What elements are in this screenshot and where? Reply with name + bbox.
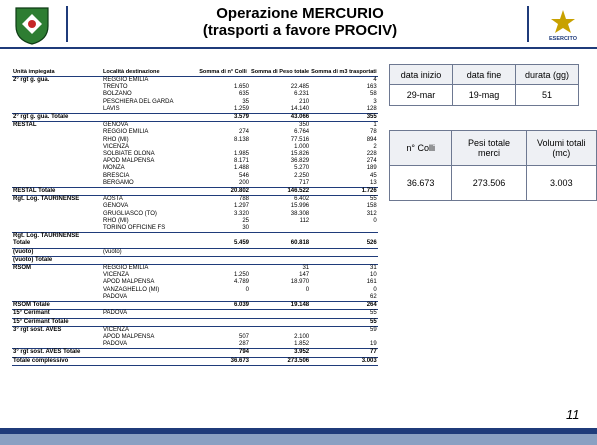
cell-unit: 3° rgt sost. AVES [13, 326, 62, 333]
cell-volume: 526 [310, 240, 378, 248]
cell-unit [12, 106, 102, 114]
cell-weight: 36.829 [290, 158, 310, 165]
cell-packages [196, 256, 250, 264]
cell-unit: (vuoto) Totale [12, 256, 102, 264]
cell-destination: LAVIS [103, 105, 120, 112]
table-row [12, 341, 378, 349]
cell-unit: Totale [12, 240, 102, 248]
col-header-weight: Somma di Peso totale [250, 56, 310, 77]
table-row [12, 165, 378, 172]
cell-packages: 8.171 [233, 158, 249, 165]
table-row [12, 99, 378, 106]
cell-volume [310, 233, 378, 241]
cell-packages [196, 318, 250, 326]
cell-destination [102, 256, 196, 264]
cell-volume: 55 [370, 196, 377, 203]
table-row [12, 279, 378, 286]
cell-packages: 5.459 [196, 240, 250, 248]
cell-packages: 3.579 [196, 114, 250, 122]
page-title [140, 5, 460, 39]
cell-packages: 4.789 [233, 279, 249, 286]
cell-weight: 0 [305, 286, 310, 293]
table-row [12, 158, 378, 165]
cell-volume: 13 [370, 179, 377, 186]
cell-weight: 18.970 [290, 279, 310, 286]
cell-packages [196, 77, 250, 85]
cell-unit [12, 158, 102, 165]
cell-unit [12, 173, 102, 180]
cell-volume: 312 [366, 210, 377, 217]
dates-value-end: 19-mag [453, 85, 516, 106]
cell-weight: 6.402 [294, 196, 310, 203]
cell-unit [12, 334, 102, 341]
cell-destination [102, 188, 196, 196]
cell-weight: 273.506 [250, 357, 310, 365]
cell-weight: 77.516 [290, 136, 310, 143]
cell-destination [102, 302, 196, 310]
cell-unit: RESTAL Totale [12, 188, 102, 196]
cell-packages [196, 248, 250, 256]
cell-unit [12, 225, 102, 233]
cell-volume: 1.726 [310, 188, 378, 196]
cell-destination: PADOVA [103, 293, 128, 300]
cell-volume: 78 [370, 129, 377, 136]
cell-destination: VICENZA [103, 272, 130, 279]
cell-volume: 163 [366, 84, 377, 91]
cell-destination: APOD MALPENSA [103, 158, 155, 165]
cell-volume: 2 [373, 143, 377, 150]
cell-destination: APOD MALPENSA [103, 333, 155, 340]
cell-weight: 1.000 [294, 143, 310, 150]
cell-destination: PADOVA [103, 341, 128, 348]
cell-packages: 25 [242, 217, 249, 224]
cell-packages: 1.259 [233, 105, 249, 112]
cell-volume: 1 [373, 122, 377, 129]
cell-unit [12, 137, 102, 144]
cell-weight: 31 [302, 265, 310, 272]
cell-packages [196, 294, 250, 302]
cell-packages: 8.138 [233, 136, 249, 143]
cell-weight: 14.140 [290, 105, 310, 112]
table-row [12, 287, 378, 294]
cell-destination: TRENTO [103, 84, 128, 91]
table-row [12, 203, 378, 210]
cell-packages: 1.488 [233, 165, 249, 172]
cell-unit: Totale complessivo [12, 357, 102, 365]
cell-volume: 228 [366, 151, 377, 158]
table-row [12, 151, 378, 158]
table-row [12, 91, 378, 98]
footer-bar [0, 428, 597, 445]
cell-destination: MONZA [103, 165, 125, 172]
unit-crest-icon [12, 4, 52, 46]
cell-unit: Rgt. Log. TAURINENSE [13, 196, 80, 203]
cell-destination: GENOVA [103, 203, 129, 210]
cell-weight: 5.270 [294, 165, 310, 172]
table-row [12, 129, 378, 136]
cell-weight: 15.996 [290, 203, 310, 210]
cell-volume: 0 [373, 217, 377, 224]
subtotal-row [12, 188, 378, 196]
cell-volume: 3 [373, 98, 377, 105]
totals-value-row [390, 166, 597, 201]
cell-destination: REGGIO EMILIA [103, 77, 149, 83]
cell-volume: 0 [373, 286, 377, 293]
cell-unit [12, 287, 102, 294]
cell-unit [12, 218, 102, 225]
header [0, 0, 597, 50]
cell-volume: 45 [370, 172, 377, 179]
cell-weight: 6.764 [294, 129, 310, 136]
cell-packages: 546 [238, 172, 249, 179]
dates-header-start: data inizio [390, 65, 453, 85]
subtotal-row [12, 240, 378, 248]
cell-destination: GENOVA [103, 122, 129, 129]
table-row [12, 265, 378, 273]
table-row [12, 144, 378, 151]
col-header-packages: Somma di n° Colli [196, 56, 250, 77]
cell-volume: 158 [366, 203, 377, 210]
cell-unit [12, 180, 102, 188]
cell-weight [250, 248, 310, 256]
cell-destination: RHO (MI) [103, 217, 129, 224]
cell-destination: APOD MALPENSA [103, 279, 155, 286]
totals-value-weight: 273.506 [452, 166, 526, 201]
cell-volume [310, 248, 378, 256]
cell-destination: REGGIO EMILIA [103, 129, 149, 136]
cell-destination: SOLBIATE OLONA [103, 151, 155, 158]
cell-destination: PADOVA [103, 310, 128, 317]
col-header-destination: Località destinazione [102, 56, 196, 77]
title-line-1: Operazione MERCURIO [216, 5, 384, 22]
cell-weight: 146.522 [250, 188, 310, 196]
cell-destination: (vuoto) [103, 248, 122, 255]
cell-destination [102, 233, 196, 241]
cell-packages: 794 [196, 349, 250, 357]
cell-packages: 287 [238, 341, 249, 348]
dates-table [389, 64, 579, 106]
table-row [12, 180, 378, 188]
cell-unit [12, 91, 102, 98]
col-header-volume: Somma di m3 trasportati [310, 56, 378, 77]
cell-weight: 1.852 [294, 341, 310, 348]
cell-weight [250, 318, 310, 326]
header-rule-left [66, 6, 68, 42]
cell-volume: 264 [310, 302, 378, 310]
army-logo-text: ESERCITO [548, 36, 578, 42]
cell-unit: 2° rgt g. gua. [13, 77, 50, 83]
dates-header-duration: durata (gg) [516, 65, 579, 85]
table-row [12, 137, 378, 144]
cell-volume [310, 225, 378, 233]
cell-volume: 55 [310, 318, 378, 326]
table-row [12, 211, 378, 218]
cell-weight: 3.952 [250, 349, 310, 357]
cell-volume [310, 256, 378, 264]
page-number: 11 [566, 407, 580, 422]
cell-unit: RESTAL [13, 122, 37, 129]
cell-unit [12, 84, 102, 91]
cell-destination [102, 240, 196, 248]
cell-packages: 1.250 [233, 272, 249, 279]
table-row [12, 225, 378, 233]
subtotal-row [12, 114, 378, 122]
cell-packages: 635 [238, 91, 249, 98]
cell-volume: 4 [373, 77, 377, 83]
star-icon [543, 6, 583, 42]
cell-packages: 6.039 [196, 302, 250, 310]
cell-volume: 58 [370, 91, 377, 98]
cell-packages [196, 310, 250, 318]
col-header-unit: Unità impiegata [12, 56, 102, 77]
cell-weight: 19.148 [250, 302, 310, 310]
cell-unit: 3° rgt sost. AVES Totale [12, 349, 102, 357]
cell-volume [310, 334, 378, 341]
cell-unit: RSOM [13, 265, 31, 272]
dates-header-end: data fine [453, 65, 516, 85]
cell-weight [250, 256, 310, 264]
cell-volume: 189 [366, 165, 377, 172]
cell-unit [12, 272, 102, 279]
cell-weight: 350 [299, 122, 310, 129]
table-row [12, 173, 378, 180]
cell-destination: GRUGLIASCO (TO) [103, 210, 157, 217]
totals-table [389, 130, 597, 201]
cell-packages: 35 [242, 98, 249, 105]
cell-packages [196, 265, 250, 273]
subtotal-row [12, 349, 378, 357]
table-row [12, 196, 378, 204]
table-row [12, 84, 378, 91]
cell-packages: 36.673 [196, 357, 250, 365]
cell-weight [250, 77, 310, 85]
cell-packages: 200 [238, 179, 249, 186]
cell-weight: 22.485 [290, 84, 310, 91]
cell-unit [12, 165, 102, 172]
totals-header-weight: Pesi totale merci [452, 131, 526, 166]
cell-packages: 1.985 [233, 151, 249, 158]
cell-unit [12, 341, 102, 349]
cell-packages: 507 [238, 333, 249, 340]
table-body [12, 77, 378, 366]
cell-packages: 1.650 [233, 84, 249, 91]
dates-value-row [390, 85, 579, 106]
transport-table [12, 56, 378, 366]
cell-packages: 3.320 [233, 210, 249, 217]
cell-destination: TORINO OFFICINE FS [103, 225, 166, 232]
cell-unit: 2° rgt g. gua. Totale [12, 114, 102, 122]
cell-destination: BERGAMO [103, 179, 134, 186]
cell-weight [250, 225, 310, 233]
title-line-2: (trasporti a favore PROCIV) [202, 22, 398, 39]
table-row [12, 294, 378, 302]
cell-destination: VICENZA [103, 326, 130, 333]
cell-unit [12, 151, 102, 158]
army-logo [543, 6, 583, 42]
table-row [12, 248, 378, 256]
cell-volume: 128 [366, 105, 377, 112]
header-divider [0, 47, 597, 49]
cell-packages [196, 326, 250, 334]
grand-total-row [12, 357, 378, 365]
cell-volume: 19 [370, 341, 377, 348]
cell-packages: 0 [245, 286, 249, 293]
cell-weight: 38.308 [290, 210, 310, 217]
cell-volume: 55 [370, 310, 377, 317]
cell-destination: VANZAGHELLO (MI) [103, 286, 160, 293]
cell-volume: 31 [370, 265, 377, 272]
dates-header-row [390, 65, 579, 85]
cell-weight [250, 294, 310, 302]
cell-weight: 43.066 [250, 114, 310, 122]
table-header-row [12, 56, 378, 77]
cell-volume: 355 [310, 114, 378, 122]
cell-destination: AOSTA [103, 196, 123, 203]
cell-destination [102, 349, 196, 357]
cell-unit: (vuoto) [13, 248, 34, 255]
totals-value-packages: 36.673 [390, 166, 452, 201]
totals-header-volume: Volumi totali (mc) [526, 131, 596, 166]
cell-destination: VICENZA [103, 143, 130, 150]
cell-packages: 788 [238, 196, 249, 203]
cell-packages [196, 122, 250, 130]
subtotal-row [12, 302, 378, 310]
cell-volume: 59 [370, 326, 377, 333]
header-rule-right [527, 6, 529, 42]
cell-weight [250, 326, 310, 334]
cell-weight: 717 [299, 179, 310, 186]
dates-value-duration: 51 [516, 85, 579, 106]
cell-weight: 112 [299, 217, 310, 224]
cell-destination [102, 114, 196, 122]
cell-packages [196, 144, 250, 151]
cell-packages: 1.297 [233, 203, 249, 210]
cell-destination [102, 318, 196, 326]
cell-unit [12, 211, 102, 218]
subtotal-row [12, 256, 378, 264]
totals-header-packages: n° Colli [390, 131, 452, 166]
cell-destination [102, 357, 196, 365]
cell-unit: 15° Cerimant Totale [12, 318, 102, 326]
cell-volume: 3.003 [310, 357, 378, 365]
cell-weight: 210 [299, 98, 310, 105]
cell-volume: 10 [370, 272, 377, 279]
totals-value-volume: 3.003 [526, 166, 596, 201]
cell-destination: BOLZANO [103, 91, 132, 98]
cell-weight: 147 [299, 272, 310, 279]
cell-unit [12, 99, 102, 106]
cell-unit: RSOM Totale [12, 302, 102, 310]
table-row [12, 77, 378, 85]
cell-unit: 15° Cerimant [13, 310, 50, 317]
cell-volume: 77 [310, 349, 378, 357]
cell-weight: 60.818 [250, 240, 310, 248]
subtotal-row [12, 318, 378, 326]
cell-weight: 2.250 [294, 172, 310, 179]
table-row [12, 310, 378, 318]
cell-packages [196, 233, 250, 241]
cell-unit [12, 203, 102, 210]
table-row [12, 122, 378, 130]
cell-weight: 2.100 [294, 333, 310, 340]
cell-unit: Rgt. Log. TAURINENSE [12, 233, 102, 241]
table-row [12, 326, 378, 334]
cell-weight: 6.231 [294, 91, 310, 98]
cell-packages: 20.802 [196, 188, 250, 196]
cell-weight [250, 233, 310, 241]
cell-weight: 15.826 [290, 151, 310, 158]
cell-destination: RHO (MI) [103, 136, 129, 143]
cell-weight [250, 310, 310, 318]
subtotal-row [12, 233, 378, 241]
cell-destination: REGGIO EMILIA [103, 265, 149, 272]
table-row [12, 218, 378, 225]
totals-header-row [390, 131, 597, 166]
table-row [12, 334, 378, 341]
cell-volume: 894 [366, 136, 377, 143]
cell-unit [12, 279, 102, 286]
cell-volume: 62 [370, 293, 377, 300]
cell-volume: 274 [366, 158, 377, 165]
cell-packages: 30 [242, 225, 249, 232]
footer-bar-light [0, 434, 597, 445]
cell-unit [12, 144, 102, 151]
cell-destination: PESCHIERA DEL GARDA [103, 98, 174, 105]
table-row [12, 272, 378, 279]
table-row [12, 106, 378, 114]
dates-value-start: 29-mar [390, 85, 453, 106]
cell-destination: BRESCIA [103, 172, 130, 179]
cell-packages: 274 [238, 129, 249, 136]
cell-unit [12, 129, 102, 136]
cell-volume: 161 [366, 279, 377, 286]
cell-unit [12, 294, 102, 302]
